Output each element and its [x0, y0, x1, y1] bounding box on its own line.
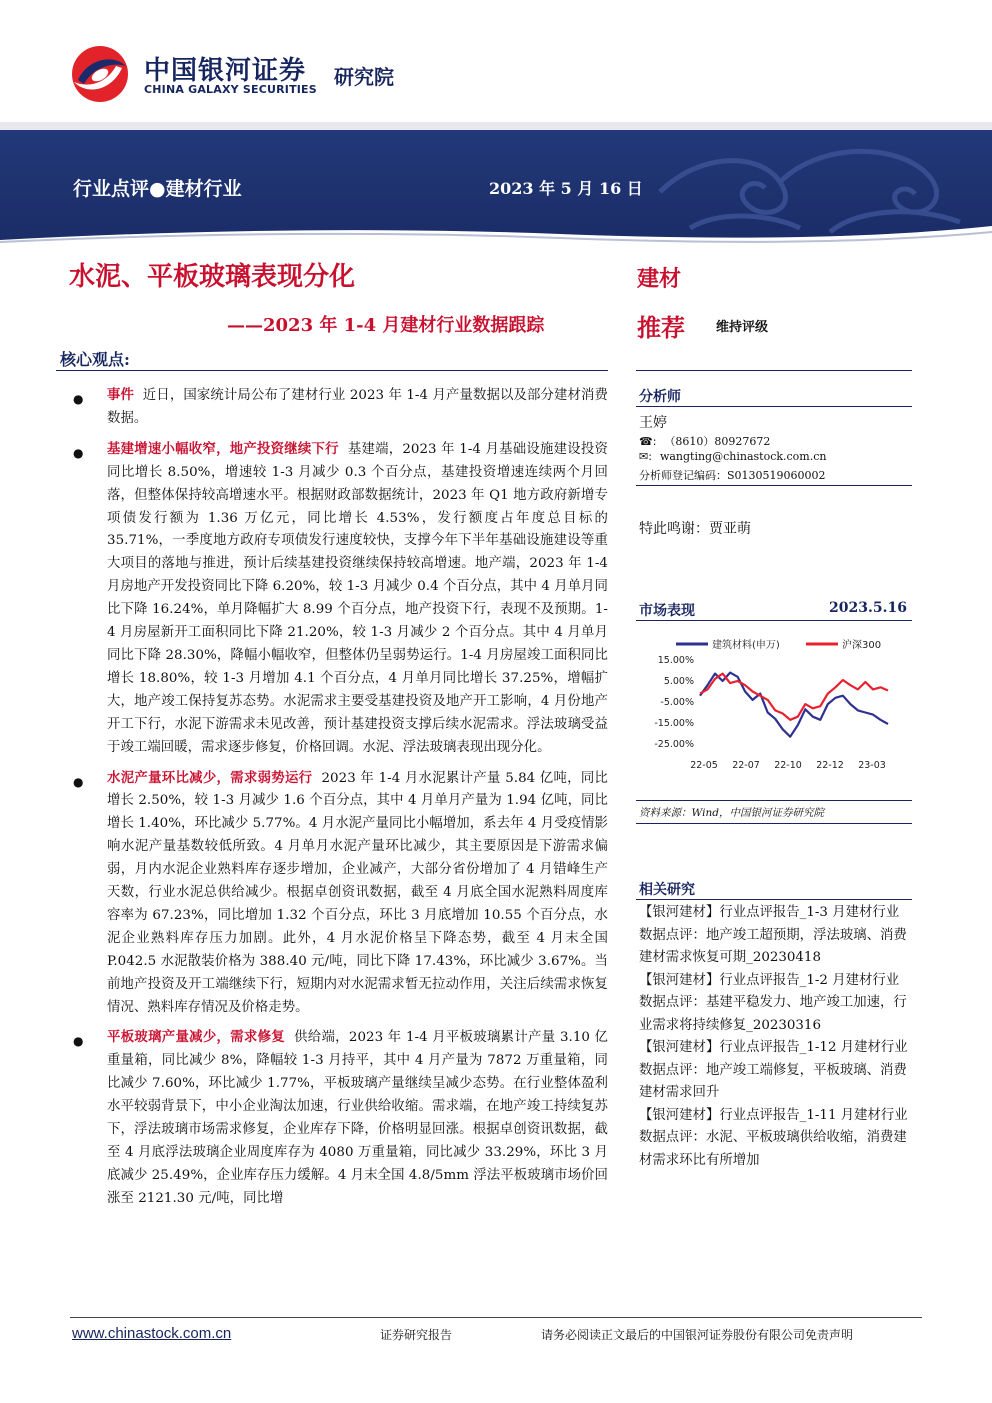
- analyst-bottom-divider: [636, 485, 912, 486]
- report-subtitle: ——2023 年 1-4 月建材行业数据跟踪: [227, 315, 545, 336]
- source-divider: [636, 823, 912, 824]
- analyst-divider: [636, 406, 912, 407]
- report-title: 水泥、平板玻璃表现分化: [69, 262, 356, 292]
- y-tick-label: -25.00%: [654, 739, 694, 750]
- galaxy-logo-icon: [70, 44, 130, 104]
- core-bullet: [58, 384, 608, 431]
- footer-website-link[interactable]: www.chinastock.com.cn: [72, 1325, 232, 1342]
- footer-divider: [70, 1317, 922, 1318]
- logo-cn-text: 中国银河证券: [144, 56, 307, 86]
- core-bullet: [58, 438, 608, 760]
- core-bullet: [58, 1026, 608, 1210]
- bullet-dot-icon: ●: [73, 445, 84, 460]
- bullet-dot-icon: ●: [73, 392, 84, 406]
- bullet-text: 供给端，2023 年 1-4 月平板玻璃累计产量 3.10 亿重量箱，同比减少 8%，降幅较 1-3 月持平，其中 4 月产量为 7872 万重量箱，同比减少 7.60%，环比减少 1.77%，平板玻璃产量继续呈减少态势。在行业整体盈利水平较弱背景下，中小企业淘汰加速，行业供给收缩。需求端，在地产竣工持续复苏下，浮法玻璃市场需求修复，企业库存下降，价格明显回涨。根据卓创资讯数据，截至 4 月底浮法玻璃企业周度库存为 4080 万重量箱，同比减少 33.29%，环比 3 月底减少 25.49%，企业库存压力缓解。4 月末全国 4.8/5mm 浮法平板玻璃市场价回涨至 2121.30 元/吨，同比增: [107, 1030, 608, 1206]
- market-performance-chart: [636, 628, 912, 796]
- related-item[interactable]: 【银河建材】行业点评报告_1-11 月建材行业数据点评：水泥、平板玻璃供给收缩，消费建材需求环比有所增加: [639, 1107, 908, 1168]
- related-item[interactable]: 【银河建材】行业点评报告_1-12 月建材行业数据点评：地产竣工端修复，平板玻璃、消费建材需求回升: [639, 1040, 908, 1100]
- legend-label: 沪深300: [842, 640, 882, 651]
- chart-svg: [636, 628, 912, 796]
- bullet-text: 基建端，2023 年 1-4 月基础设施建设投资同比增长 8.50%，增速较 1-3 月减少 0.3 个百分点，基建投资增速连续两个月回落，但整体保持较高增速水平。根据财政部数据统计，2023 年 Q1 地方政府新增专项债发行额为 1.36 万亿元，同比增长 4.53%，发行额度占年度总目标的 35.71%，一季度地方政府专项债发行速度较快，支撑今年下半年基础设施建设等重大项目的落地与推进，预计后续基建投资继续保持较高增速。地产端，2023 年 1-4 月房地产开发投资同比下降 6.20%，较 1-3 月减少 0.4 个百分点，其中 4 月单月同比下降 16.24%，单月降幅扩大 8.99 个百分点，地产投资下行，表现不及预期。1-4 月房屋新开工面积同比下降 21.20%，较 1-3 月减少 2 个百分点。其中 4 月单月同比下降 28.30%，降幅小幅收窄，但整体仍呈弱势运行。1-4 月房屋竣工面积同比增长 18.80%，较 1-3 月增加 4.1 个百分点，4 月单月同比增长 37.25%，增幅扩大，地产竣工保持复苏态势。水泥需求主要受基建投资及地产开工影响，4 月份地产开工下行，水泥下游需求未见改善，预计基建投资支撑后续水泥需求。浮法玻璃受益于竣工端回暖，需求逐步修复，价格回调。水泥、浮法玻璃表现出现分化。: [107, 441, 608, 755]
- core-divider: [56, 370, 608, 371]
- bullet-text: 2023 年 1-4 月水泥累计产量 5.84 亿吨，同比增长 2.50%，较 1-3 月减少 1.6 个百分点，其中 4 月单月产量为 1.94 亿吨，同比增长 1.40%，环比减少 5.77%。4 月水泥产量同比小幅增加，系去年 4 月受疫情影响水泥产量基数较低所致。4 月单月水泥产量环比减少，其主要原因是下游需求偏弱，月内水泥企业熟料库存逐步增加，企业减产，大部分省份增加了 4 月错峰生产天数，行业水泥总供给减少。根据卓创资讯数据，截至 4 月底全国水泥熟料周度库容率为 67.23%，同比增加 1.32 个百分点，环比 3 月底增加 10.55 个百分点，水泥企业熟料库存压力加剧。此外，4 月水泥价格呈下降态势，截至 4 月末全国 P.042.5 水泥散装价格为 388.40 元/吨，同比下降 17.43%，环比减少 3.67%。当前地产投资及开工端继续下行，短期内对水泥需求暂无拉动作用，关注后续需求恢复情况、熟料库存情况及价格走势。: [107, 770, 608, 1015]
- y-tick-label: 5.00%: [663, 676, 694, 687]
- email-icon: ✉:: [639, 450, 652, 463]
- x-tick-label: 22-07: [732, 760, 760, 771]
- related-divider: [636, 899, 912, 900]
- y-tick-label: -15.00%: [654, 718, 694, 729]
- related-item[interactable]: 【银河建材】行业点评报告_1-2 月建材行业数据点评：基建平稳发力、地产竣工加速，行业需求将持续修复_20230316: [639, 972, 907, 1033]
- analyst-heading: 分析师: [639, 389, 681, 405]
- analyst-phone-row: [639, 433, 770, 449]
- acknowledgement: 特此鸣谢：贾亚萌: [639, 521, 751, 537]
- report-date: 2023 年 5 月 16 日: [489, 179, 643, 198]
- x-tick-label: 22-10: [774, 760, 802, 771]
- x-tick-label: 22-05: [690, 760, 718, 771]
- chart-source: 资料来源：Wind，中国银河证券研究院: [639, 807, 824, 819]
- rating-note: 维持评级: [716, 320, 769, 335]
- bullet-dot-icon: ●: [73, 774, 84, 789]
- bullet-highlight: 水泥产量环比减少，需求弱势运行: [107, 769, 313, 786]
- related-item[interactable]: 【银河建材】行业点评报告_1-3 月建材行业数据点评：地产竣工超预期，浮法玻璃、消费建材需求恢复可期_20230418: [639, 905, 907, 965]
- logo-en-text: CHINA GALAXY SECURITIES: [144, 83, 317, 96]
- bullet-dot-icon: ●: [73, 1034, 84, 1049]
- core-view-heading: 核心观点:: [60, 350, 130, 369]
- report-type-label: 行业点评●建材行业: [73, 178, 242, 200]
- bullet-highlight: 平板玻璃产量减少，需求修复: [107, 1029, 285, 1046]
- analyst-name: 王婷: [639, 415, 667, 431]
- core-view-list: [58, 384, 608, 1218]
- phone-icon: ☎:: [639, 435, 657, 448]
- x-tick-label: 22-12: [816, 760, 844, 771]
- related-research-list: [639, 902, 911, 1172]
- related-heading: 相关研究: [639, 882, 695, 898]
- legend-label: 建筑材料(申万): [712, 640, 780, 651]
- footer-report-type: 证券研究报告: [380, 1328, 453, 1342]
- institute-label: 研究院: [334, 65, 394, 89]
- analyst-phone: （8610）80927672: [664, 435, 771, 448]
- y-tick-label: -5.00%: [660, 697, 694, 708]
- market-divider: [636, 620, 912, 621]
- rating-label: 推荐: [637, 313, 685, 342]
- series-line: [700, 674, 888, 720]
- chart-bottom-divider: [636, 800, 912, 801]
- x-tick-label: 23-03: [858, 760, 886, 771]
- sector-label: 建材: [637, 266, 682, 292]
- market-date: 2023.5.16: [829, 600, 907, 616]
- analyst-email-row: [639, 450, 826, 463]
- bullet-highlight: 基建增速小幅收窄，地产投资继续下行: [107, 440, 339, 457]
- bullet-highlight: 事件: [107, 387, 135, 403]
- bullet-text: 近日，国家统计局公布了建材行业 2023 年 1-4 月产量数据以及部分建材消费数据。: [107, 388, 608, 426]
- analyst-email[interactable]: wangting@chinastock.com.cn: [659, 450, 827, 463]
- core-bullet: [58, 767, 608, 1020]
- footer-disclaimer: 请务必阅读正文最后的中国银河证券股份有限公司免责声明: [541, 1328, 854, 1342]
- analyst-registration: 分析师登记编码：S0130519060002: [639, 469, 826, 482]
- market-heading: 市场表现: [639, 603, 695, 619]
- y-tick-label: 15.00%: [657, 655, 694, 666]
- sidebar-divider: [636, 370, 912, 371]
